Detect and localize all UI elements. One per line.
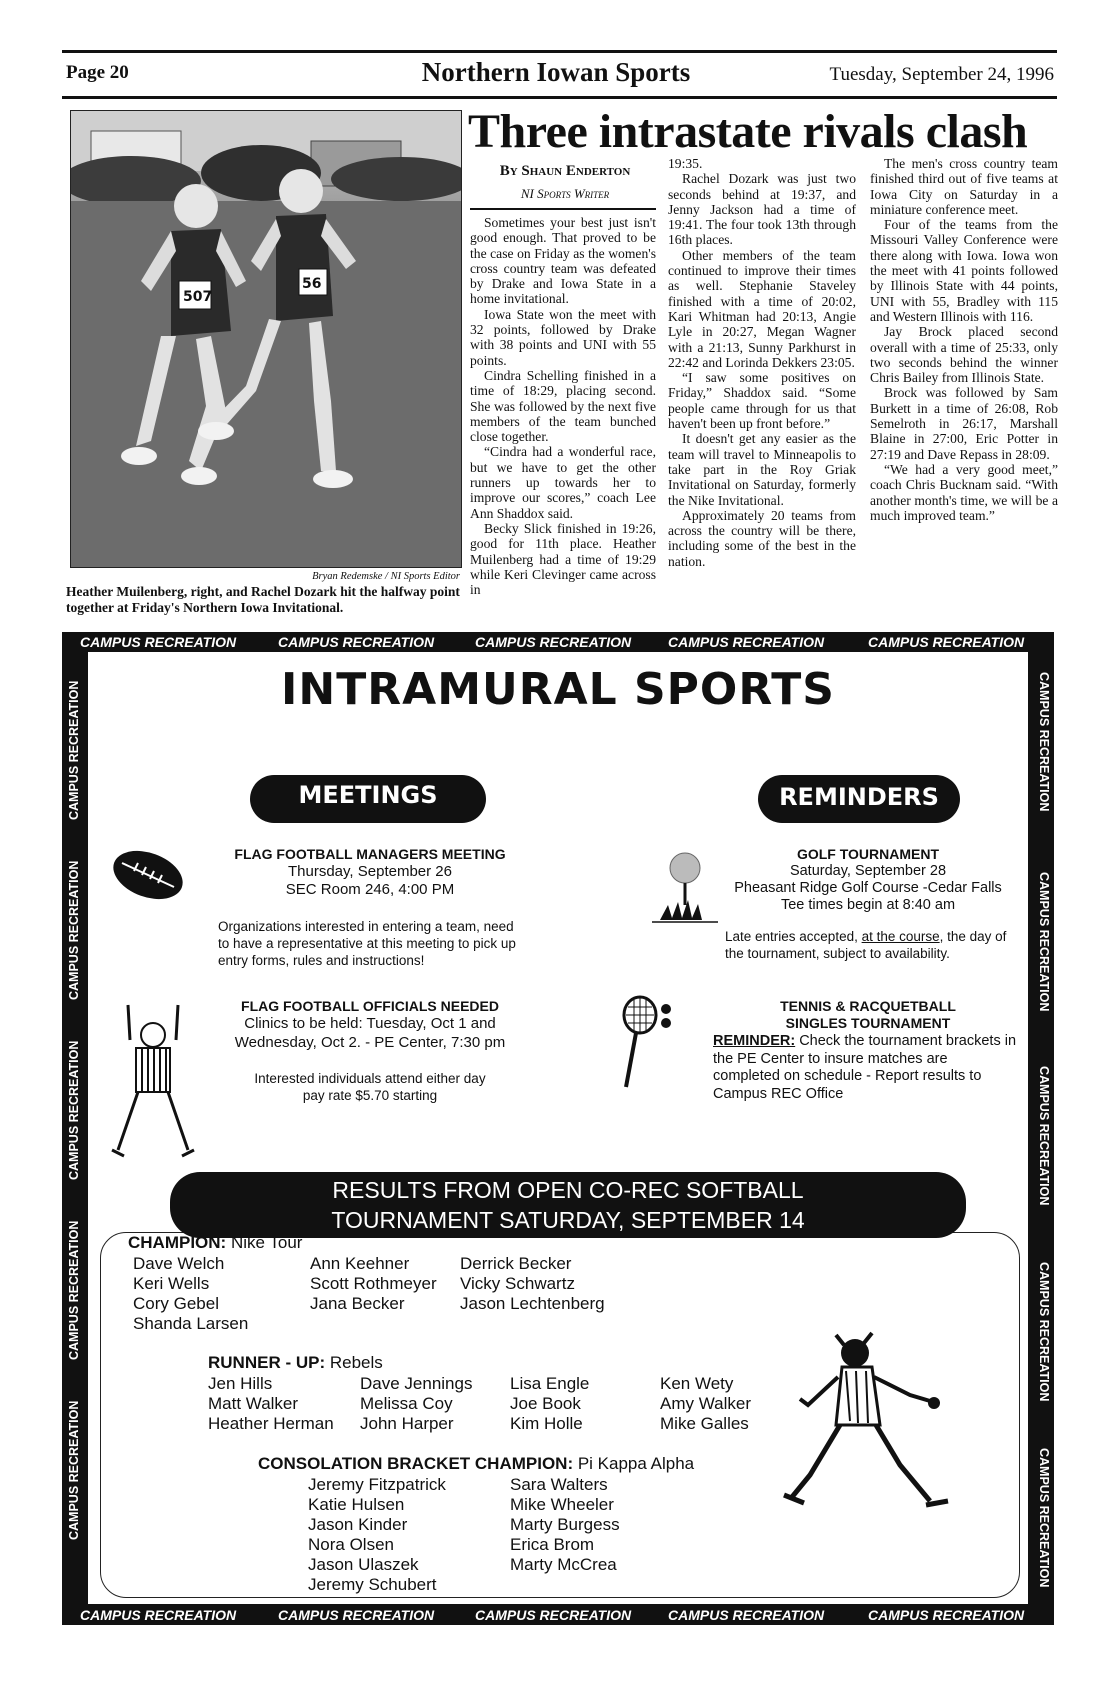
player-name: Matt Walker [208, 1394, 299, 1413]
champion-column-3 [460, 1254, 605, 1314]
runners-photo [70, 110, 462, 568]
player-name: Melissa Coy [360, 1394, 453, 1413]
byline-rule [470, 208, 656, 210]
results-header-line2: TOURNAMENT SATURDAY, SEPTEMBER 14 [331, 1207, 805, 1233]
golf-note [725, 928, 1025, 962]
player-name: Jason Lechtenberg [460, 1294, 605, 1313]
player-name: Erica Brom [510, 1535, 595, 1554]
band-label: CAMPUS RECREATION [67, 1400, 81, 1540]
meetings-header: MEETINGS [250, 775, 486, 823]
article-paragraph: Becky Slick finished in 19:26, good for 11th place. Heather Muilenberg had a time of 19:29 while Keri Clevinger came across in [470, 520, 656, 598]
player-name: Katie Hulsen [308, 1495, 405, 1514]
masthead-top-rule [62, 50, 1057, 53]
article-paragraph: Cindra Schelling finished in a time of 18:29, placing second. She was followed by the next five members of the team bunched close together. [470, 367, 656, 445]
reminders-header: REMINDERS [758, 775, 960, 823]
golf-ball-icon [650, 850, 720, 930]
article-paragraph: Iowa State won the meet with 32 points, followed by Drake with 38 points and UNI with 55 points. [470, 306, 656, 368]
runnerup-label: RUNNER - UP: [208, 1353, 326, 1372]
softball-pitcher-icon [780, 1325, 960, 1515]
band-label: CAMPUS RECREATION [67, 1040, 81, 1180]
runnerup-column-1 [208, 1374, 334, 1434]
article-paragraph: 19:35. [668, 156, 703, 171]
golf-note-text: Late entries accepted, [725, 929, 862, 944]
article-paragraph: The men's cross country team finished third out of five teams at Iowa City on Saturday in a miniature conference meet. [870, 156, 1058, 217]
flag-managers-title: FLAG FOOTBALL MANAGERS MEETING [234, 846, 506, 862]
player-name: Derrick Becker [460, 1254, 572, 1273]
tennis-reminder-label: REMINDER: [713, 1033, 796, 1049]
flag-officials-note1: Interested individuals attend either day [254, 1071, 486, 1086]
champion-label: CHAMPION: [128, 1233, 227, 1252]
champion-column-2 [310, 1254, 437, 1314]
article-headline: Three intrastate rivals clash [468, 105, 1028, 158]
band-label: CAMPUS RECREATION [868, 1607, 1025, 1623]
article-column-2 [668, 156, 856, 569]
player-name: Jeremy Schubert [308, 1575, 437, 1594]
player-name: Jason Ulaszek [308, 1555, 419, 1574]
intramural-title: INTRAMURAL SPORTS [281, 664, 835, 715]
article-column-1 [470, 215, 656, 597]
player-name: Lisa Engle [510, 1374, 590, 1393]
golf-note-emphasis: at the course [861, 929, 940, 944]
consolation-column-1 [308, 1475, 446, 1595]
golf-course: Pheasant Ridge Golf Course -Cedar Falls [734, 880, 1002, 896]
player-name: Jen Hills [208, 1374, 273, 1393]
champion-team: Nike Tour [226, 1233, 303, 1252]
player-name: Dave Welch [133, 1254, 225, 1273]
runnerup-column-3 [510, 1374, 589, 1434]
flag-officials-title: FLAG FOOTBALL OFFICIALS NEEDED [241, 998, 499, 1014]
player-name: Jason Kinder [308, 1515, 408, 1534]
golf-tee-times: Tee times begin at 8:40 am [780, 897, 956, 913]
publication-title: Northern Iowan Sports [421, 57, 691, 87]
band-label: CAMPUS RECREATION [475, 1607, 632, 1623]
champion-heading [128, 1233, 302, 1253]
article-column-3 [870, 156, 1058, 523]
player-name: Dave Jennings [360, 1374, 473, 1393]
issue-date: Tuesday, September 24, 1996 [829, 64, 1054, 85]
player-name: Heather Herman [208, 1414, 334, 1433]
band-label: CAMPUS RECREATION [1037, 1066, 1051, 1206]
article-paragraph: Sometimes your best just isn't good enough. That proved to be the case on Friday as the women's cross country team was defeated by Drake and Iowa State in a home invitational. [470, 215, 656, 307]
band-label: CAMPUS RECREATION [67, 680, 81, 820]
band-label: CAMPUS RECREATION [80, 634, 237, 650]
band-label: CAMPUS RECREATION [278, 1607, 435, 1623]
runners-photo-illustration [71, 111, 461, 567]
player-name: Scott Rothmeyer [310, 1274, 437, 1293]
article-paragraph: “Cindra had a wonderful race, but we have to get the other runners up towards her to improve our scores,” coach Lee Ann Shaddox said. [470, 444, 656, 521]
player-name: Marty McCrea [510, 1555, 617, 1574]
article-paragraph: It doesn't get any easier as the team will travel to Minneapolis to take part in the Roy Griak Invitational on Saturday, formerly the Nike Invitational. [668, 431, 856, 508]
player-name: John Harper [360, 1414, 454, 1433]
player-name: Amy Walker [660, 1394, 751, 1413]
player-name: Jeremy Fitzpatrick [308, 1475, 446, 1494]
band-label: CAMPUS RECREATION [67, 860, 81, 1000]
player-name: Keri Wells [133, 1274, 210, 1293]
band-label: CAMPUS RECREATION [1037, 1448, 1051, 1588]
golf-date: Saturday, September 28 [789, 863, 947, 879]
consolation-column-2 [510, 1475, 620, 1575]
player-name: Cory Gebel [133, 1294, 219, 1313]
consolation-label: CONSOLATION BRACKET CHAMPION: [258, 1454, 574, 1473]
bib-number-1: 507 [183, 289, 213, 305]
tennis-title-1: TENNIS & RACQUETBALL [780, 998, 956, 1014]
band-label: CAMPUS RECREATION [1037, 1262, 1051, 1402]
band-label: CAMPUS RECREATION [868, 634, 1025, 650]
player-name: Kim Holle [510, 1414, 583, 1433]
band-label: CAMPUS RECREATION [1037, 672, 1051, 812]
results-header-line1: RESULTS FROM OPEN CO-REC SOFTBALL [332, 1177, 804, 1203]
bib-number-2: 56 [302, 276, 322, 292]
runnerup-heading [208, 1353, 383, 1373]
runnerup-team: Rebels [325, 1353, 383, 1372]
band-label: CAMPUS RECREATION [1037, 872, 1051, 1012]
player-name: Nora Olsen [308, 1535, 394, 1554]
band-label: CAMPUS RECREATION [67, 1220, 81, 1360]
article-paragraph: Rachel Dozark was just two seconds behind at 19:37, and Jenny Jackson had a time of 19:41. The four took 13th through 16th places. [668, 171, 856, 248]
player-name: Mike Wheeler [510, 1495, 614, 1514]
player-name: Shanda Larsen [133, 1314, 249, 1333]
runnerup-column-2 [360, 1374, 472, 1434]
flag-managers-location: SEC Room 246, 4:00 PM [285, 881, 455, 898]
photo-credit: Bryan Redemske / NI Sports Editor [312, 571, 460, 582]
masthead-bottom-rule [62, 96, 1057, 99]
flag-officials-line2: Wednesday, Oct 2. - PE Center, 7:30 pm [234, 1034, 506, 1051]
golf-note-text: , the day of the tournament, subject to availability. [725, 929, 1007, 961]
article-paragraph: Four of the teams from the Missouri Valley Conference were there along with Iowa. Iowa won the meet with 41 points followed by Illinois State with 44 points, UNI with 55, Bradley with 115 and Western Illinois with 116. [870, 217, 1058, 324]
racquet-icon [618, 995, 678, 1095]
band-label: CAMPUS RECREATION [668, 1607, 825, 1623]
article-paragraph: Jay Brock placed second overall with a time of 25:33, only two seconds behind the winner Chris Bailey from Illinois State. [870, 324, 1058, 386]
flag-managers-date: Thursday, September 26 [288, 863, 452, 880]
player-name: Marty Burgess [510, 1515, 620, 1534]
flag-officials-line1: Clinics to be held: Tuesday, Oct 1 and [244, 1015, 496, 1032]
tennis-title-2: SINGLES TOURNAMENT [785, 1015, 951, 1031]
band-label: CAMPUS RECREATION [668, 634, 825, 650]
article-paragraph: Approximately 20 teams from across the country will be there, including some of the best in the nation. [668, 507, 856, 569]
football-icon [108, 845, 188, 905]
flag-officials-note2: pay rate $5.70 starting [302, 1088, 438, 1103]
consolation-team: Pi Kappa Alpha [573, 1454, 695, 1473]
band-label: CAMPUS RECREATION [80, 1607, 237, 1623]
band-label: CAMPUS RECREATION [278, 634, 435, 650]
article-paragraph: Other members of the team continued to improve their times as well. Stephanie Staveley finished with a time of 20:02, Kari Whitman had 20:13, Angie Lyle in 20:27, Megan Wagner with a 21:13, Sunny Parkhurst in 22:42 and Lorinda Dekkers 23:05. [668, 247, 856, 370]
tennis-reminder [713, 1033, 1018, 1103]
photo-caption: Heather Muilenberg, right, and Rachel Dozark hit the halfway point together at Friday's Northern Iowa Invitational. [66, 584, 460, 615]
player-name: Joe Book [510, 1394, 581, 1413]
player-name: Ken Wety [660, 1374, 734, 1393]
flag-managers-note: Organizations interested in entering a team, need to have a representative at this meeting to pick up entry forms, rules and instructions! [218, 919, 516, 968]
player-name: Sara Walters [510, 1475, 608, 1494]
softball-results-header [170, 1172, 966, 1238]
article-paragraph: “I saw some positives on Friday,” Shaddox said. “Some people came through for us that haven't been up front before.” [668, 370, 856, 432]
player-name: Mike Galles [660, 1414, 749, 1433]
golf-title: GOLF TOURNAMENT [796, 846, 940, 862]
band-label: CAMPUS RECREATION [475, 634, 632, 650]
player-name: Ann Keehner [310, 1254, 410, 1273]
referee-icon [108, 1000, 198, 1160]
champion-column-1 [133, 1254, 248, 1334]
runnerup-column-4 [660, 1374, 751, 1434]
article-byline-role: NI Sports Writer [520, 186, 610, 201]
player-name: Jana Becker [310, 1294, 405, 1313]
player-name: Vicky Schwartz [460, 1274, 575, 1293]
page-number: Page 20 [66, 62, 129, 83]
consolation-heading [258, 1454, 694, 1474]
article-paragraph: Brock was followed by Sam Burkett in a time of 26:08, Rob Semelroth in 26:17, Marshall Blaine in 27:00, Eric Potter in 27:19 and Dave Repass in 28:09. [870, 385, 1058, 462]
article-paragraph: “We had a very good meet,” coach Chris Bucknam said. “With another month's time, we will be a much improved team.” [870, 461, 1058, 523]
tennis-reminder-text: Check the tournament brackets in the PE Center to insure matches are completed on schedule - Report results to Campus REC Office [713, 1033, 1017, 1102]
article-byline: By Shaun Enderton [499, 163, 631, 179]
